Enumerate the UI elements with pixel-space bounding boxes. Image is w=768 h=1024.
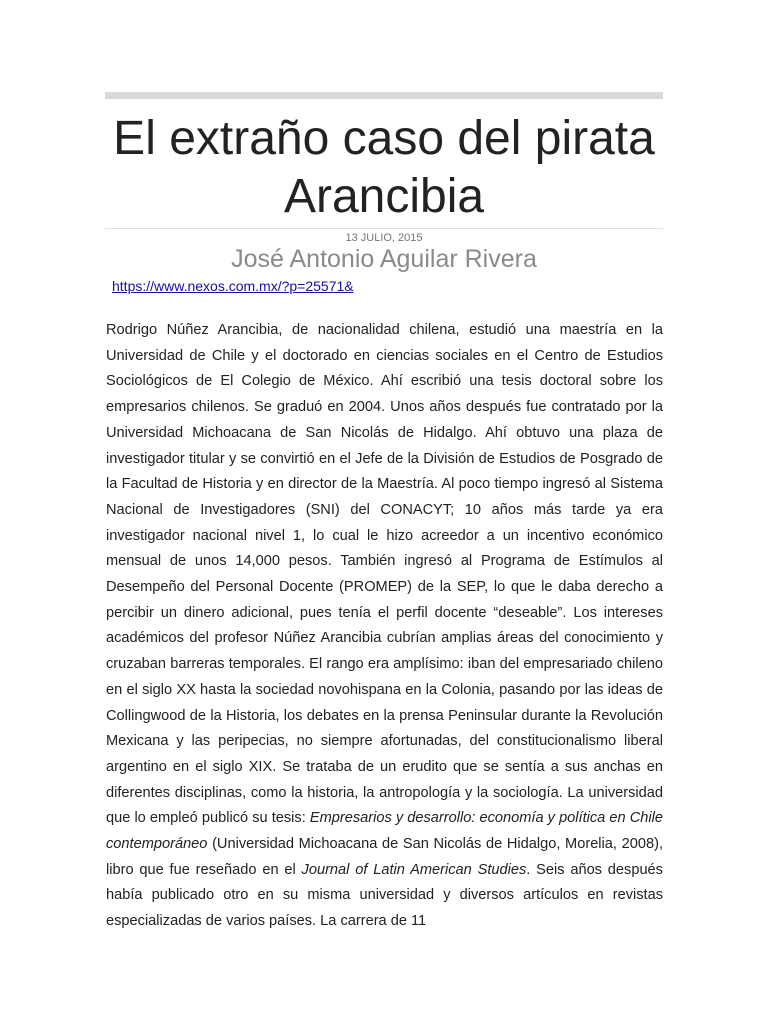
article-title: El extraño caso del pirata Arancibia [113, 112, 655, 223]
title-divider [105, 228, 663, 229]
article-body [106, 318, 663, 935]
book-title: Empresarios y desarrollo: economía y política en Chile contemporáneo [106, 810, 663, 853]
body-text-part-2: (Universidad Michoacana de San Nicolás de Hidalgo, Morelia, 2008), libro que fue reseñado en el [106, 836, 663, 878]
body-text-part-3: . Seis años después había publicado otro en su misma universidad y diversos artículos en revistas especializadas de varios países. La carrera de 11 [106, 861, 663, 930]
author-name: José Antonio Aguilar Rivera [231, 245, 537, 273]
top-divider [105, 92, 663, 99]
source-link[interactable]: https://www.nexos.com.mx/?p=25571& [112, 278, 354, 294]
journal-title: Journal of Latin American Studies [301, 861, 527, 878]
body-text-part-1: Rodrigo Núñez Arancibia, de nacionalidad chilena, estudió una maestría en la Universidad de Chile y el doctorado en ciencias sociales en el Centro de Estudios Sociológicos de El Colegio de México. Ahí escribió una tesis doctoral sobre los empresarios chilenos. Se graduó en 2004. Unos años después fue contratado por la Universidad Michoacana de San Nicolás de Hidalgo. Ahí obtuvo una plaza de investigador titular y se convirtió en el Jefe de la División de Estudios de Posgrado de la Facultad de Historia y en director de la Maestría. Al poco tiempo ingresó al Sistema Nacional de Investigadores (SNI) del CONACYT; 10 años más tarde ya era investigador nacional nivel 1, lo cual le hizo acreedor a un incentivo económico mensual de unos 14,000 pesos. También ingresó al Programa de Estímulos al Desempeño del Personal Docente (PROMEP) de la SEP, lo que le daba derecho a percibir un dinero adicional, pues tenía el perfil docente “deseable”. Los intereses académicos del profesor Núñez Arancibia cubrían amplias áreas del conocimiento y cruzaban barreras temporales. El rango era amplísimo: iban del empresariado chileno en el siglo XX hasta la sociedad novohispana en la Colonia, pasando por las ideas de Collingwood de la Historia, los debates en la prensa Peninsular durante la Revolución Mexicana y las peripecias, no siempre afortunadas, del constitucionalismo liberal argentino en el siglo XIX. Se trataba de un erudito que se sentía a sus anchas en diferentes disciplinas, como la historia, la antropología y la sociología. La universidad que lo empleó publicó su tesis: [106, 322, 663, 827]
publication-date: 13 JULIO, 2015 [345, 232, 423, 244]
